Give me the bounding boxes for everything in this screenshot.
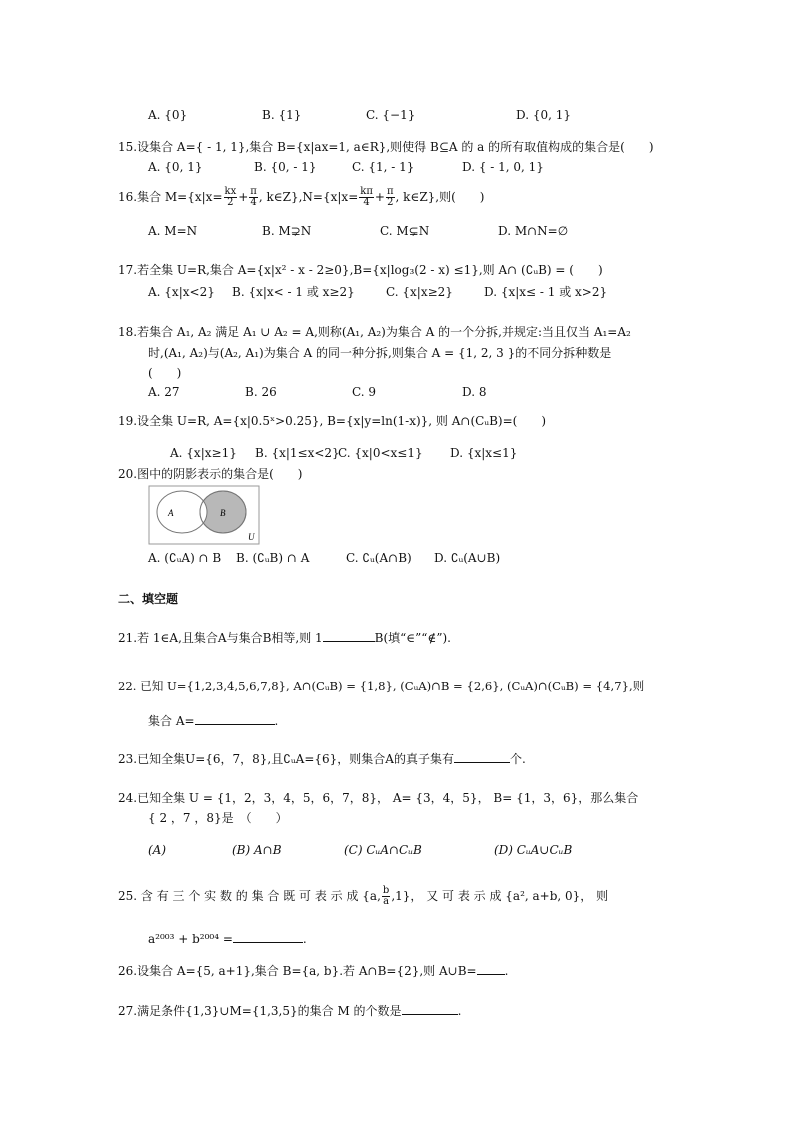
venn-diagram — [148, 485, 260, 545]
q16-option-a: A. M=N — [148, 224, 198, 238]
q16-part4: + — [374, 190, 385, 204]
q24-line2: { 2 ，7 ，8}是 （ ） — [148, 811, 288, 825]
q25-pre: 25. 含 有 三 个 实 数 的 集 合 既 可 表 示 成 {a, — [118, 889, 381, 903]
q20-option-a: A. (∁ᵤA) ∩ B — [148, 551, 222, 565]
q25-frac-den: a — [383, 896, 390, 907]
q21 — [118, 629, 451, 646]
q16-option-d: D. M∩N=∅ — [498, 224, 569, 238]
q26 — [118, 962, 508, 979]
q16-fraction-2 — [249, 187, 258, 208]
q18-option-c: C. 9 — [352, 385, 377, 399]
q20-option-b: B. (∁ᵤB) ∩ A — [236, 551, 310, 565]
q14-option-d: D. {0, 1} — [516, 108, 571, 122]
q16-f4-num: π — [386, 186, 394, 197]
q19-option-d: D. {x|x≤1} — [450, 446, 518, 460]
q25-line1 — [118, 886, 608, 907]
q27-blank[interactable] — [402, 1002, 458, 1015]
q16-f2-num: π — [250, 186, 257, 197]
q18-option-d: D. 8 — [462, 385, 487, 399]
q17-option-b: B. {x|x< - 1 或 x≥2} — [232, 285, 355, 299]
q18-line3: ( ) — [148, 366, 182, 380]
q24-line1: 24.已知全集 U = {1，2，3，4，5，6，7，8}， A= {3，4，5}， B= {1，3，6}，那么集合 — [118, 791, 639, 805]
q23-post: 个. — [509, 752, 526, 766]
q18-line1: 18.若集合 A₁, A₂ 满足 A₁ ∪ A₂ = A,则称(A₁, A₂)为集合 A 的一个分拆,并规定:当且仅当 A₁=A₂ — [118, 325, 631, 339]
q25-blank[interactable] — [233, 930, 303, 943]
q16-f3-den: 4 — [363, 197, 370, 208]
q16-stem — [118, 187, 484, 208]
q20-option-d: D. ∁ᵤ(A∪B) — [434, 551, 501, 565]
q25-mid: ,1}， 又 可 表 示 成 {a², a+b, 0}， 则 — [391, 889, 609, 903]
universe-label: U — [248, 532, 255, 542]
q15-option-b: B. {0, - 1} — [254, 160, 317, 174]
q27-pre: 27.满足条件{1,3}∪M={1,3,5}的集合 M 的个数是 — [118, 1004, 402, 1018]
q26-end: . — [504, 964, 509, 978]
q25-frac-num: b — [382, 885, 390, 896]
q26-pre: 26.设集合 A={5, a+1},集合 B={a, b}.若 A∩B={2},则 A∪B= — [118, 964, 477, 978]
q15-option-d: D. { - 1, 0, 1} — [462, 160, 544, 174]
q19-stem: 19.设全集 U=R, A={x|0.5ˣ>0.25}, B={x|y=ln(1-x)}, 则 A∩(CᵤB)=( ) — [118, 414, 547, 428]
q27-end: . — [457, 1004, 462, 1018]
q16-part5: , k∈Z},则( ) — [395, 190, 485, 204]
q18-option-a: A. 27 — [148, 385, 180, 399]
q21-post: B(填“∈”“∉”). — [374, 631, 451, 645]
q16-f3-num: kπ — [360, 186, 373, 197]
q17-stem: 17.若全集 U=R,集合 A={x|x² - x - 2≥0},B={x|log₃(2 - x) ≤1},则 A∩ (∁ᵤB) = ( ) — [118, 263, 603, 277]
q25-line2 — [148, 930, 307, 947]
q19-option-c: C. {x|0<x≤1} — [338, 446, 423, 460]
q22-line2 — [148, 712, 278, 729]
q24-option-c: (C) CᵤA∩CᵤB — [344, 843, 422, 857]
q23-blank[interactable] — [454, 750, 510, 763]
q24-option-a: (A) — [148, 843, 167, 857]
q17-option-d: D. {x|x≤ - 1 或 x>2} — [484, 285, 608, 299]
q24-option-b: (B) A∩B — [232, 843, 282, 857]
q16-fraction-3 — [359, 187, 374, 208]
q21-blank[interactable] — [323, 629, 375, 642]
set-a-label: A — [168, 508, 174, 518]
q22-end: . — [274, 714, 279, 728]
q14-option-b: B. {1} — [262, 108, 302, 122]
q27 — [118, 1002, 461, 1019]
q17-option-a: A. {x|x<2} — [148, 285, 215, 299]
q25-expression: a²⁰⁰³ + b²⁰⁰⁴ = — [148, 932, 233, 946]
q16-f2-den: 4 — [250, 197, 257, 208]
q15-option-c: C. {1, - 1} — [352, 160, 415, 174]
q16-f1-num: kx — [224, 186, 237, 197]
q25-fraction — [382, 886, 390, 907]
q16-part2: + — [238, 190, 249, 204]
q16-fraction-4 — [386, 187, 395, 208]
q17-option-c: C. {x|x≥2} — [386, 285, 453, 299]
q16-option-c: C. M⊊N — [380, 224, 430, 238]
q25-end: . — [302, 932, 307, 946]
q16-f4-den: 2 — [387, 197, 394, 208]
q22-label: 集合 A= — [148, 714, 195, 728]
q20-stem: 20.图中的阴影表示的集合是( ) — [118, 467, 303, 481]
q21-pre: 21.若 1∈A,且集合A与集合B相等,则 1 — [118, 631, 323, 645]
q15-stem: 15.设集合 A={ - 1, 1},集合 B={x|ax=1, a∈R},则使得 B⊆A 的 a 的所有取值构成的集合是( ) — [118, 140, 654, 154]
q22-line1: 22. 已知 U={1,2,3,4,5,6,7,8}, A∩(CᵤB) = {1,8}, (CᵤA)∩B = {2,6}, (CᵤA)∩(CᵤB) = {4,7},则 — [118, 679, 645, 693]
q16-fraction-1 — [224, 187, 238, 208]
q16-option-b: B. M⊋N — [262, 224, 312, 238]
q18-line2: 时,(A₁, A₂)与(A₂, A₁)为集合 A 的同一种分拆,则集合 A = {1, 2, 3 }的不同分拆种数是 — [148, 346, 612, 360]
q16-f1-den: 2 — [227, 197, 234, 208]
q19-option-a: A. {x|x≥1} — [170, 446, 237, 460]
q14-option-a: A. {0} — [148, 108, 188, 122]
section-title-fill-in: 二、填空题 — [118, 592, 179, 606]
q22-blank[interactable] — [195, 712, 275, 725]
q20-option-c: C. ∁ᵤ(A∩B) — [346, 551, 412, 565]
q16-part1: 16.集合 M={x|x= — [118, 190, 223, 204]
q19-option-b: B. {x|1≤x<2} — [255, 446, 340, 460]
q16-part3: , k∈Z},N={x|x= — [258, 190, 359, 204]
q14-option-c: C. {−1} — [366, 108, 416, 122]
q23 — [118, 750, 526, 767]
q18-option-b: B. 26 — [245, 385, 277, 399]
q24-option-d: (D) CᵤA∪CᵤB — [494, 843, 573, 857]
set-b-label: B — [220, 508, 226, 518]
q23-pre: 23.已知全集U={6，7，8},且∁ᵤA={6}，则集合A的真子集有 — [118, 752, 454, 766]
q15-option-a: A. {0, 1} — [148, 160, 203, 174]
q26-blank[interactable] — [477, 962, 505, 975]
